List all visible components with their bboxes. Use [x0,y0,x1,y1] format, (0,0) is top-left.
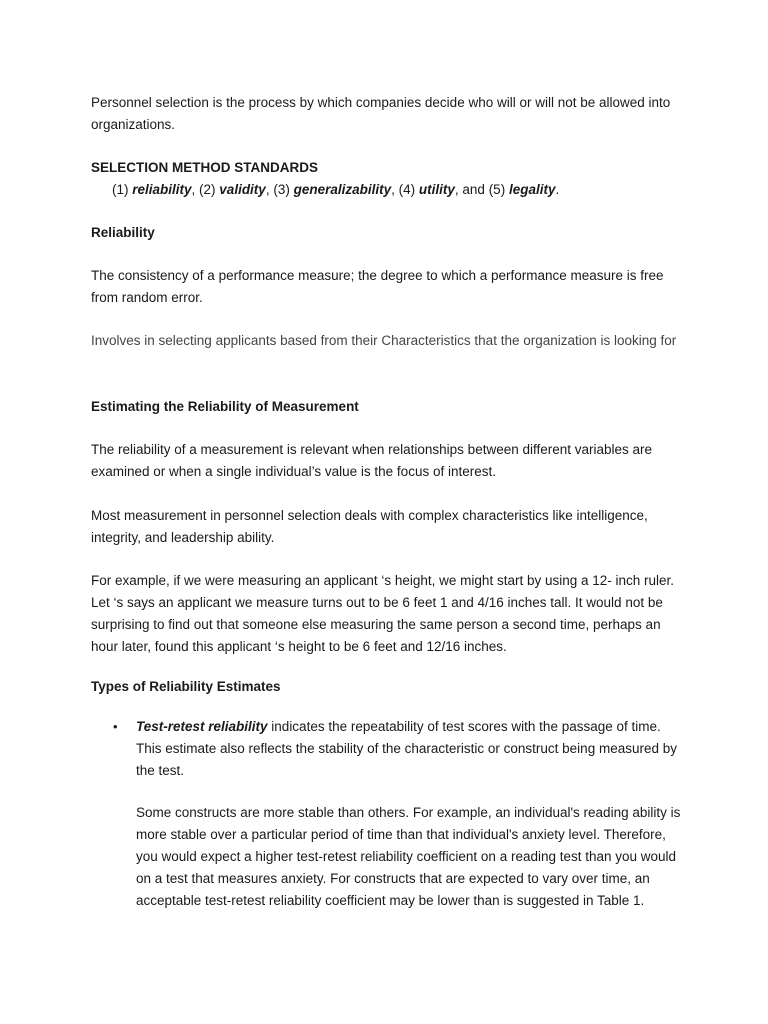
standard-sep-2: , [265,182,274,197]
standard-term-4: utility [418,182,455,197]
standard-num-3: (3) [273,182,294,197]
standard-num-4: (4) [398,182,419,197]
test-retest-term: Test-retest reliability [136,719,268,734]
estimating-heading: Estimating the Reliability of Measurement [91,399,359,414]
standards-list [112,179,692,201]
estimating-paragraph-1: The reliability of a measurement is relevant when relationships between different variables are examined or when a single individual’s value is the focus of interest. [91,442,653,479]
standard-sep-4: , and [454,182,489,197]
reliability-heading: Reliability [91,225,155,240]
standard-term-1: reliability [132,182,192,197]
estimating-paragraph-3: For example, if we were measuring an applicant ‘s height, we might start by using a 12- inch ruler. Let ‘s says an applicant we measure turns out to be 6 feet 1 and 4/16 inches tall. It would not be surprising to find out that someone else measuring the same person a second time, perhaps an hour later, found this applicant ‘s height to be 6 feet and 12/16 inches. [91,573,675,654]
test-retest-text: indicates the repeatability of test scores with the passage of time. This estimate also reflects the stability of the characteristic or construct being measured by the test. [136,719,677,778]
estimating-paragraph-2: Most measurement in personnel selection deals with complex characteristics like intelligence, integrity, and leadership ability. [91,508,648,545]
standard-num-5: (5) [488,182,509,197]
test-retest-explanation: Some constructs are more stable than others. For example, an individual's reading ability is more stable over a particular period of time than that individual's anxiety level. Therefore, you would expect a higher test-retest reliability coefficient on a reading test than you would on a test that measures anxiety. For constructs that are expected to vary over time, an acceptable test-retest reliability coefficient may be lower than is suggested in Table 1. [136,805,681,908]
standard-term-2: validity [219,182,266,197]
reliability-note: Involves in selecting applicants based from their Characteristics that the organization is looking for [91,333,677,348]
standard-num-2: (2) [199,182,220,197]
standard-term-3: generalizability [293,182,392,197]
standard-sep-5: . [555,182,560,197]
standard-sep-3: , [391,182,399,197]
standard-num-1: (1) [112,182,133,197]
standards-heading: SELECTION METHOD STANDARDS [91,160,319,175]
intro-paragraph: Personnel selection is the process by which companies decide who will or will not be allowed into organizations. [91,95,671,132]
bullet-marker: • [113,719,118,734]
types-heading: Types of Reliability Estimates [91,679,281,694]
reliability-definition: The consistency of a performance measure; the degree to which a performance measure is free from random error. [91,268,664,305]
standard-sep-1: , [191,182,200,197]
standard-term-5: legality [508,182,556,197]
test-retest-item [136,716,682,782]
